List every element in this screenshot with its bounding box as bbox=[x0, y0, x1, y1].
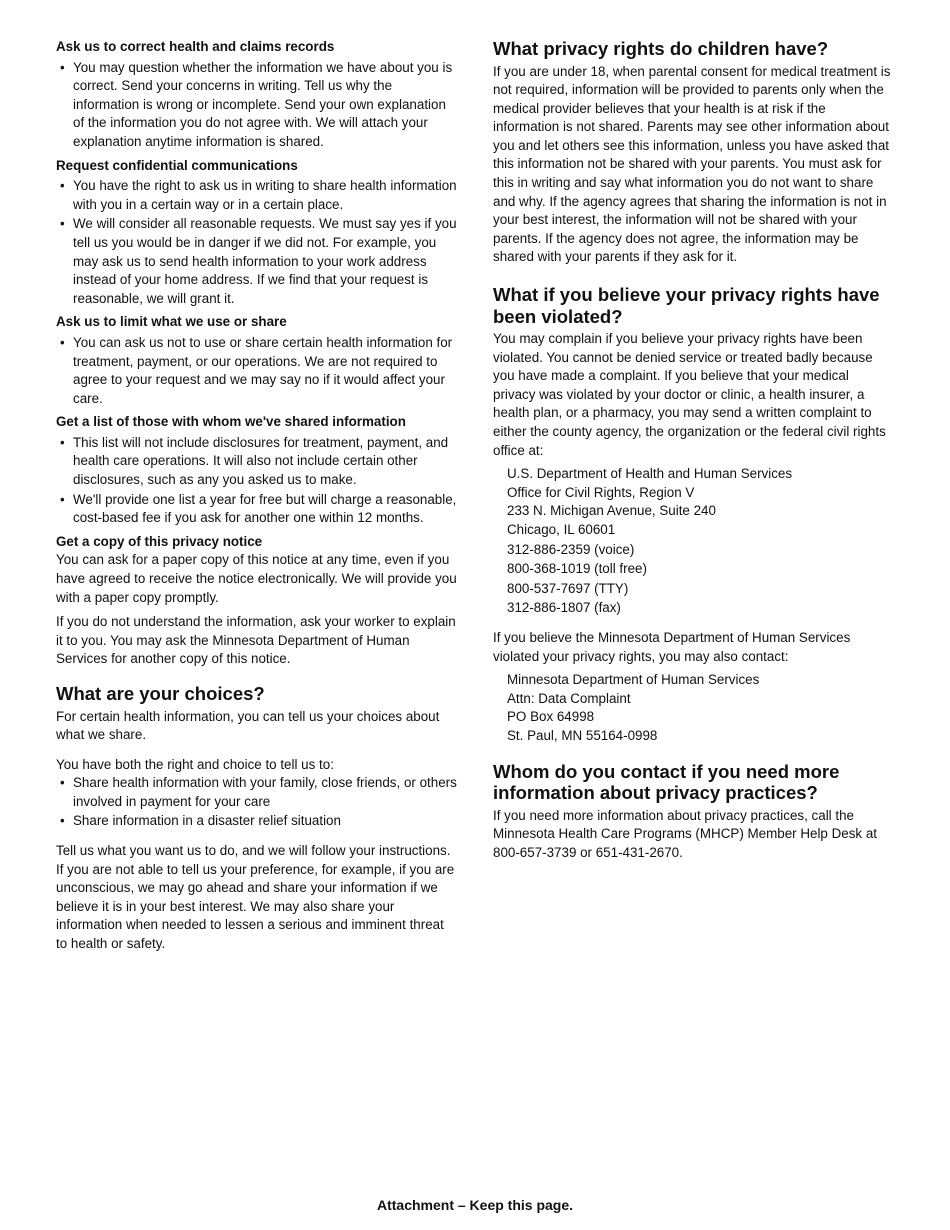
address-line: PO Box 64998 bbox=[507, 709, 595, 725]
hhs-address-block bbox=[493, 465, 893, 618]
address-line: St. Paul, MN 55164-0998 bbox=[507, 727, 658, 743]
choices-intro-text: For certain health information, you can tell us your choices about what we share. bbox=[56, 708, 440, 743]
address-line: Office for Civil Rights, Region V bbox=[507, 484, 695, 500]
list-item: • We'll provide one list a year for free but will charge a reasonable, cost-based fee if you ask for another one within 12 months. bbox=[56, 491, 458, 528]
limit-use-list bbox=[56, 334, 458, 408]
list-item: • You may question whether the information we have about you is correct. Send your concerns in writing. Tell us why the information is wrong or incomplete. Send your own explanation of the information you do not agree with. We will attach your explanation anytime information is shared. bbox=[56, 59, 458, 152]
dhs-contact-text: If you believe the Minnesota Department of Human Services violated your privacy rights, you may also contact: bbox=[493, 629, 851, 664]
privacy-notice-copy-text: You can ask for a paper copy of this notice at any time, even if you have agreed to receive the notice electronically. We will provide you with a paper copy promptly. bbox=[56, 552, 457, 605]
understand-information-text: If you do not understand the information, ask your worker to explain it to you. You may ask the Minnesota Department of Human Services for another copy of this notice. bbox=[56, 614, 456, 667]
address-line: Minnesota Department of Human Services bbox=[507, 672, 760, 688]
limit-use-heading: Ask us to limit what we use or share bbox=[56, 314, 287, 330]
list-item: • Share information in a disaster relief situation bbox=[56, 812, 458, 831]
choices-right-text: You have both the right and choice to tell us to: bbox=[56, 756, 334, 772]
choices-list bbox=[56, 774, 458, 831]
rights-violated-heading: What if you believe your privacy rights have been violated? bbox=[493, 284, 880, 327]
confidential-communications-heading: Request confidential communications bbox=[56, 157, 298, 173]
address-line: Attn: Data Complaint bbox=[507, 690, 631, 706]
phone-line: 312-886-1807 (fax) bbox=[507, 600, 621, 616]
list-item: • You can ask us not to use or share certain health information for treatment, payment, or our operations. We are not required to agree to your request and we may say no if it would affect your care. bbox=[56, 334, 458, 408]
rights-violated-text: You may complain if you believe your privacy rights have been violated. You cannot be denied service or treated badly because you have made a complaint. If you believe that your medical privacy was violated by your doctor or clinic, a health insurer, a health plan, or a pharmacy, you may send a written complaint to either the county agency, the organization or the federal civil rights office at: bbox=[493, 331, 886, 458]
shared-list-list bbox=[56, 434, 458, 528]
list-item: • This list will not include disclosures for treatment, payment, and health care operations. It will also not include certain other disclosures, such as any you asked us to make. bbox=[56, 434, 458, 490]
shared-list-heading: Get a list of those with whom we've shared information bbox=[56, 414, 406, 430]
list-item: • We will consider all reasonable requests. We must say yes if you tell us you would be in danger if we did not. For example, you may ask us to send health information to your work address instead of your home address. If we find that your request is reasonable, we will grant it. bbox=[56, 215, 458, 308]
choices-instructions-text: Tell us what you want us to do, and we will follow your instructions. If you are not able to tell us your preference, for example, if you are unconscious, we may go ahead and share your information if we believe it is in your best interest. We may also share your information when needed to lessen a serious and imminent threat to health or safety. bbox=[56, 843, 455, 952]
phone-line: 800-368-1019 (toll free) bbox=[507, 561, 647, 577]
privacy-notice-copy-heading: Get a copy of this privacy notice bbox=[56, 533, 263, 549]
address-line: U.S. Department of Health and Human Services bbox=[507, 466, 793, 482]
page-footer: Attachment – Keep this page. bbox=[376, 1197, 574, 1213]
correct-records-heading: Ask us to correct health and claims records bbox=[56, 39, 335, 54]
phone-line: 800-537-7697 (TTY) bbox=[507, 580, 629, 596]
choices-heading: What are your choices? bbox=[56, 683, 265, 704]
contact-info-heading: Whom do you contact if you need more information about privacy practices? bbox=[493, 760, 840, 803]
correct-records-list bbox=[56, 59, 458, 152]
left-column bbox=[56, 38, 458, 954]
list-item: • Share health information with your family, close friends, or others involved in payment for your care bbox=[56, 774, 458, 811]
dhs-address-block bbox=[493, 671, 893, 745]
children-rights-text: If you are under 18, when parental consent for medical treatment is not required, information will be provided to parents only when the medical provider believes that your health is at risk if the information is not shared. Parents may see other information about you and let others see this information, unless you have asked that this information not be shared with your parents. You must ask for this in writing and say what information you do not want to share and why. If the agency agrees that sharing the information is not in your best interest, the information will not be shared with your parents. If the agency does not agree, the information may be shared with your parents if they ask for it. bbox=[493, 63, 891, 265]
right-column bbox=[493, 38, 893, 862]
contact-info-text: If you need more information about privacy practices, call the Minnesota Health Care Programs (MHCP) Member Help Desk at 800-657-3739 or 651-431-2670. bbox=[493, 807, 877, 860]
phone-line: 312-886-2359 (voice) bbox=[507, 541, 635, 557]
confidential-communications-list bbox=[56, 177, 458, 308]
children-rights-heading: What privacy rights do children have? bbox=[493, 38, 829, 59]
address-line: 233 N. Michigan Avenue, Suite 240 bbox=[507, 503, 716, 519]
list-item: • You have the right to ask us in writing to share health information with you in a certain way or in a certain place. bbox=[56, 177, 458, 214]
address-line: Chicago, IL 60601 bbox=[507, 521, 616, 537]
